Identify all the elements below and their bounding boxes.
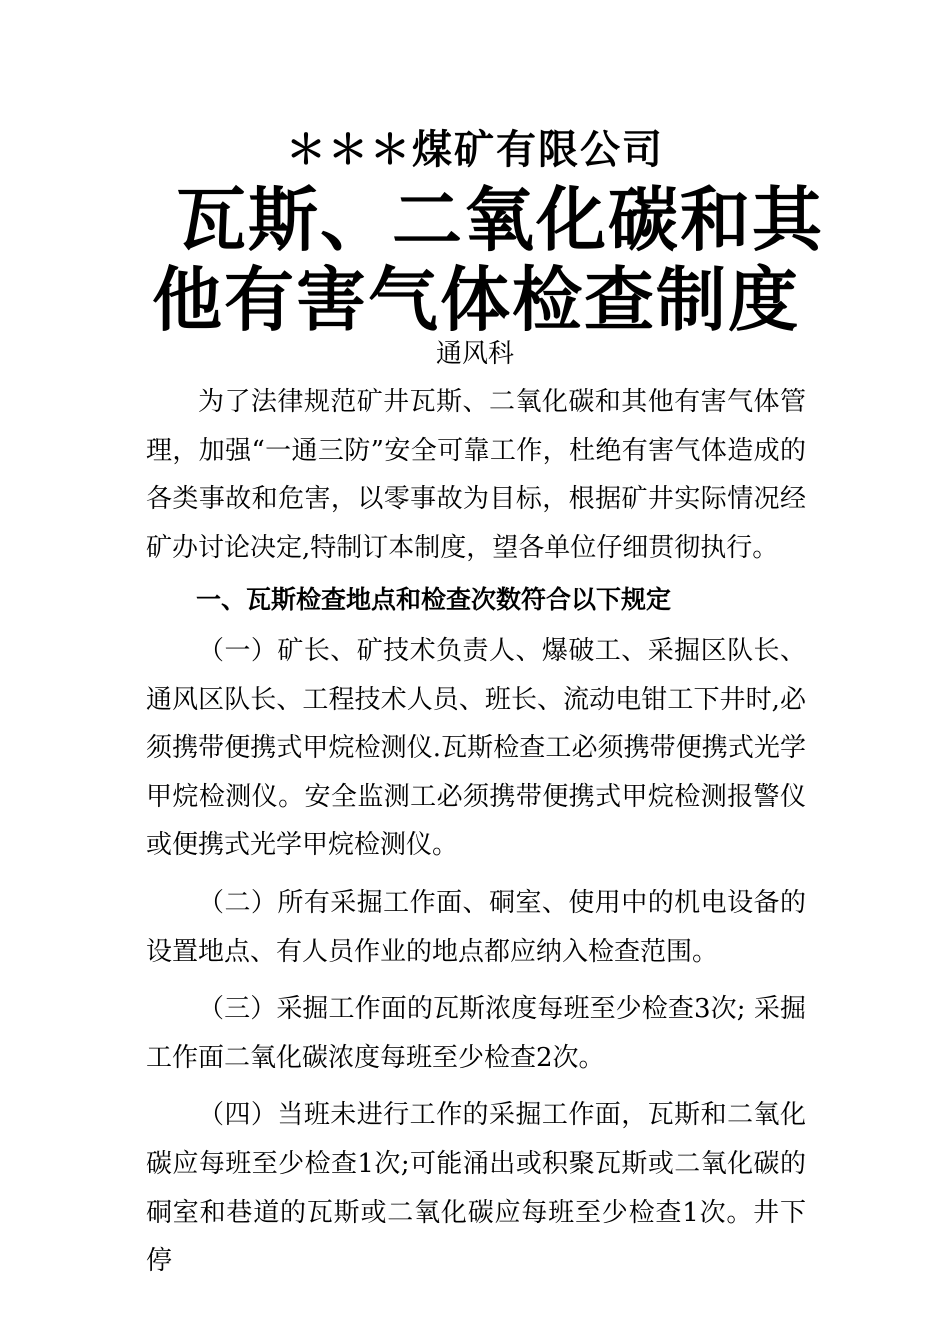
intro-paragraph: 为了法律规范矿井瓦斯、二氧化碳和其他有害气体管理，加强“一通三防”安全可靠工作，杜绝有害气体造成的各类事故和危害，以零事故为目标，根据矿井实际情况经矿办讨论决定,特制订本制度，望各单位仔细贯彻执行。 — [146, 387, 806, 563]
section-heading: 一、瓦斯检查地点和检查次数符合以下规定 — [196, 585, 672, 615]
clause-paragraph: （一）矿长、矿技术负责人、爆破工、采掘区队长、通风区队长、工程技术人员、班长、流动电钳工下井时,必须携带便携式甲烷检测仪.瓦斯检查工必须携带便携式光学甲烷检测仪。安全监测工必须携带便携式甲烷检测报警仪或便携式光学甲烷检测仪。 — [146, 635, 806, 861]
clause-paragraph: （二）所有采掘工作面、硐室、使用中的机电设备的设置地点、有人员作业的地点都应纳入检查范围。 — [146, 887, 806, 967]
company-name: ＊＊＊煤矿有限公司 — [286, 127, 664, 173]
clause-paragraph: （四）当班未进行工作的采掘工作面，瓦斯和二氧化碳应每班至少检查1次;可能涌出或积聚瓦斯或二氧化碳的硐室和巷道的瓦斯或二氧化碳应每班至少检查1次。井下停 — [146, 1100, 806, 1277]
document-title-line-1: 瓦斯、二氧化碳和其 — [176, 179, 824, 261]
department-label: 通风科 — [435, 339, 514, 369]
clause-paragraph: （三）采掘工作面的瓦斯浓度每班至少检查3次; 采掘工作面二氧化碳浓度每班至少检查2次。 — [146, 994, 806, 1073]
document-body — [146, 378, 806, 1286]
document-title-line-2: 他有害气体检查制度 — [152, 259, 800, 341]
